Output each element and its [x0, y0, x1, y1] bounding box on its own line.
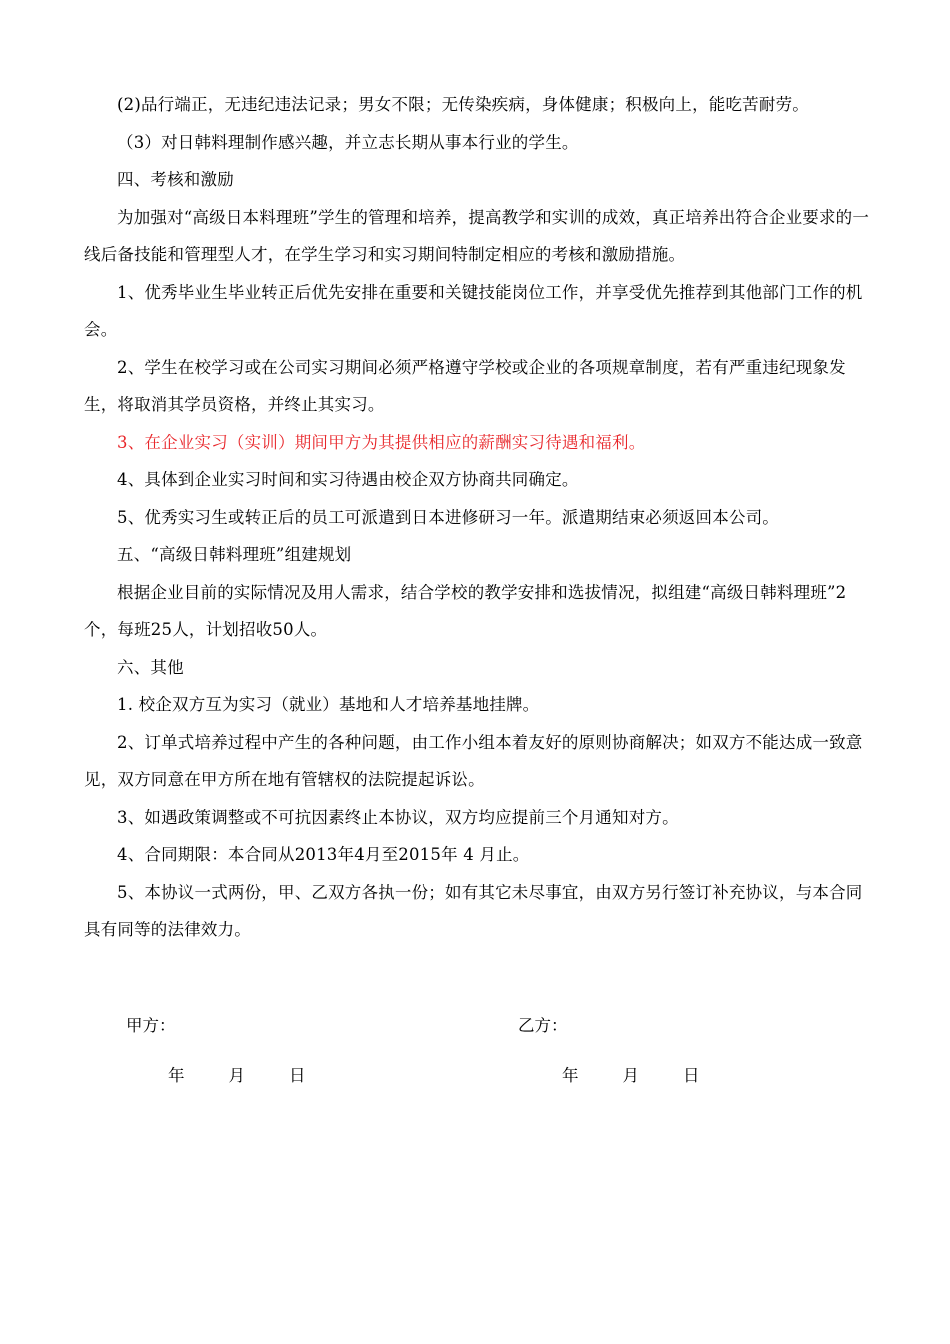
- paragraph-assessment-3-highlighted: 3、在企业实习（实训）期间甲方为其提供相应的薪酬实习待遇和福利。: [117, 432, 646, 452]
- party-a-label: 甲方：: [126, 1016, 176, 1035]
- party-b-month: 月: [622, 1066, 639, 1085]
- paragraph-assessment-4: 4、具体到企业实习时间和实习待遇由校企双方协商共同确定。: [117, 470, 579, 489]
- paragraph-requirement-2: (2)品行端正，无违纪违法记录；男女不限；无传染疾病，身体健康；积极向上，能吃苦耐劳。: [117, 95, 809, 114]
- paragraph-other-4: 4、合同期限：本合同从2013年4月至2015年 4 月止。: [117, 845, 530, 864]
- party-a-date: [168, 1064, 306, 1088]
- paragraph-other-1: 1. 校企双方互为实习（就业）基地和人才培养基地挂牌。: [117, 695, 540, 714]
- party-b-date: [562, 1064, 700, 1088]
- paragraph-assessment-1: 1、优秀毕业生毕业转正后优先安排在重要和关键技能岗位工作，并享受优先推荐到其他部门工作的机会。: [84, 282, 863, 339]
- paragraph-other-5: 5、本协议一式两份，甲、乙双方各执一份；如有其它未尽事宜，由双方另行签订补充协议，与本合同具有同等的法律效力。: [84, 882, 863, 939]
- paragraph-assessment-intro: 为加强对“高级日本料理班”学生的管理和培养，提高教学和实训的成效，真正培养出符合企业要求的一线后备技能和管理型人才，在学生学习和实习期间特制定相应的考核和激励措施。: [84, 207, 870, 264]
- party-b-label: 乙方：: [518, 1016, 568, 1035]
- section-heading-assessment: 四、考核和激励: [117, 170, 234, 189]
- party-a-month: 月: [228, 1066, 245, 1085]
- section-heading-other: 六、其他: [117, 657, 184, 677]
- party-b-signature: [518, 1014, 568, 1038]
- party-b-day: 日: [683, 1066, 700, 1085]
- paragraph-assessment-5: 5、优秀实习生或转正后的员工可派遣到日本进修研习一年。派遣期结束必须返回本公司。: [117, 507, 779, 527]
- paragraph-requirement-3: （3）对日韩料理制作感兴趣，并立志长期从事本行业的学生。: [117, 132, 579, 152]
- paragraph-assessment-2: 2、学生在校学习或在公司实习期间必须严格遵守学校或企业的各项规章制度，若有严重违纪现象发生，将取消其学员资格，并终止其实习。: [84, 357, 846, 414]
- section-heading-class-plan: 五、“高级日韩料理班”组建规划: [117, 545, 352, 564]
- paragraph-other-2: 2、订单式培养过程中产生的各种问题，由工作小组本着友好的原则协商解决；如双方不能达成一致意见，双方同意在甲方所在地有管辖权的法院提起诉讼。: [84, 732, 863, 789]
- party-a-signature: [126, 1014, 176, 1038]
- paragraph-class-plan: 根据企业目前的实际情况及用人需求，结合学校的教学安排和选拔情况，拟组建“高级日韩料理班”2个，每班25人，计划招收50人。: [84, 582, 847, 639]
- document-body: [84, 86, 874, 949]
- paragraph-other-3: 3、如遇政策调整或不可抗因素终止本协议，双方均应提前三个月通知对方。: [117, 807, 679, 827]
- party-a-day: 日: [289, 1066, 306, 1085]
- party-a-year: 年: [168, 1066, 185, 1085]
- party-b-year: 年: [562, 1066, 579, 1085]
